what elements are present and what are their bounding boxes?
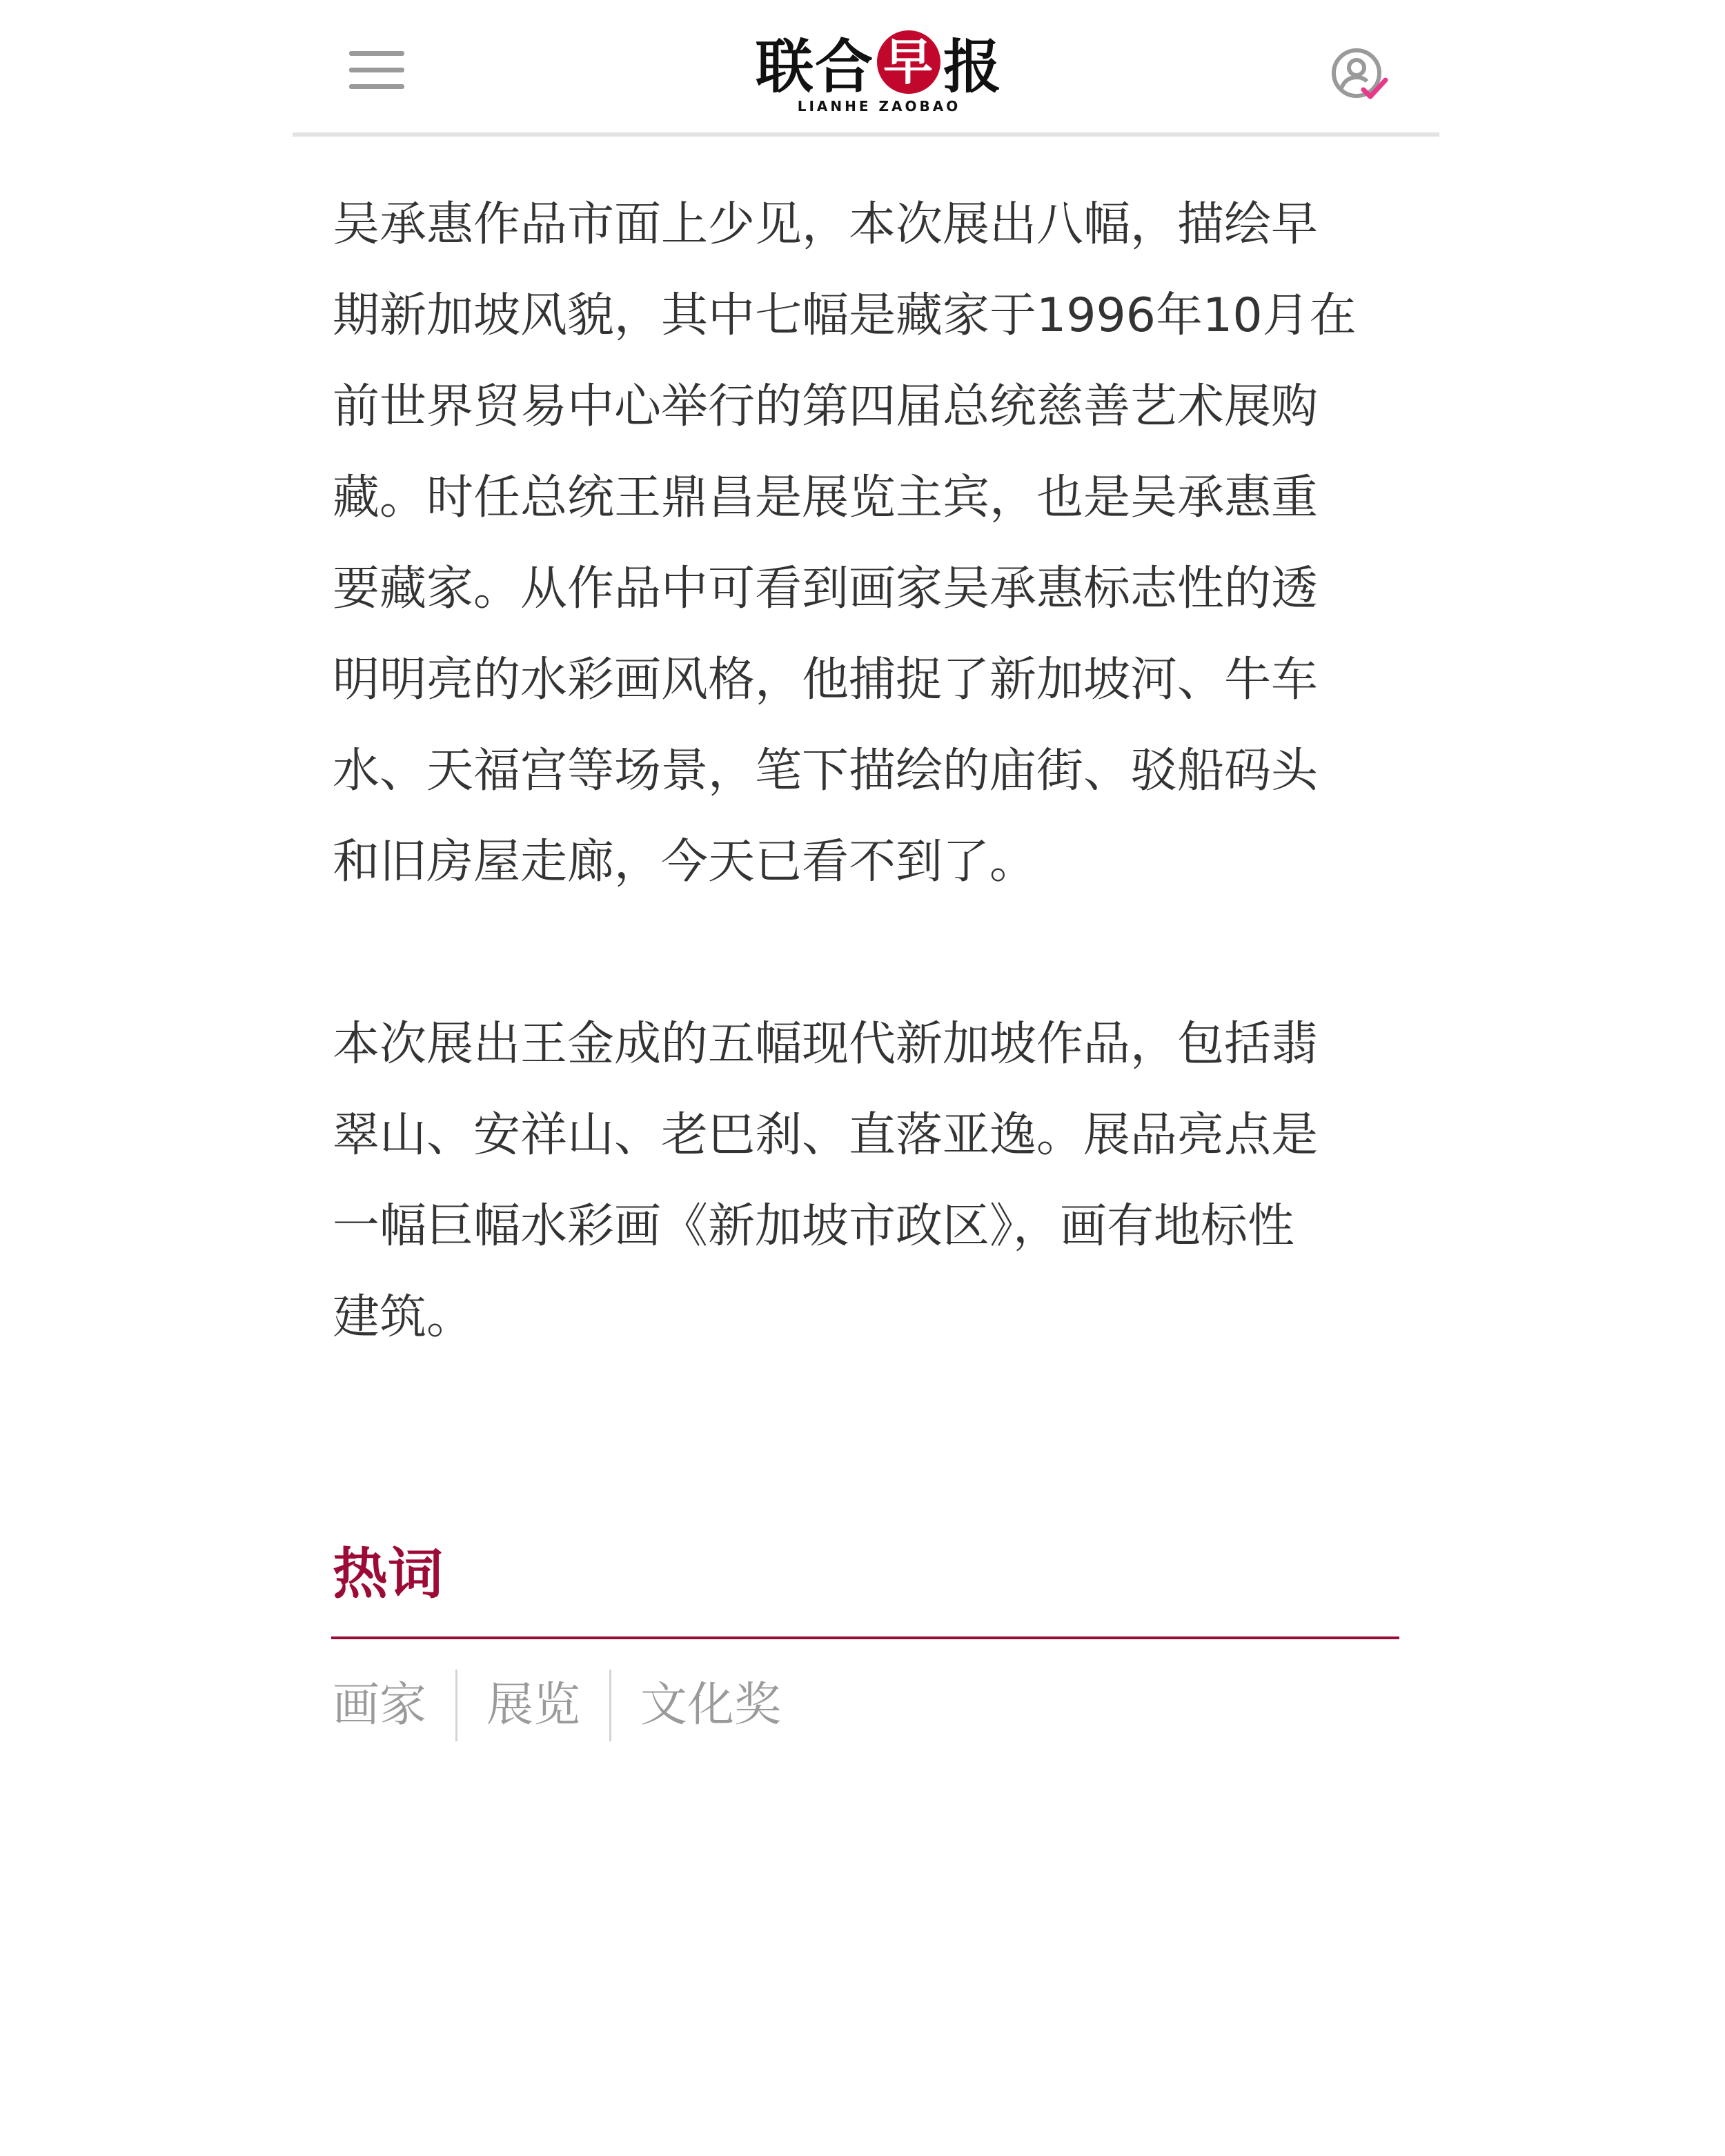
article-paragraph-2 <box>333 999 1409 1363</box>
line: 一幅巨幅水彩画《新加坡市政区》，画有地标性 <box>333 1199 1295 1254</box>
line: 和旧房屋走廊，今天已看不到了。 <box>333 835 1037 889</box>
logo-char-2: 合 <box>814 32 874 101</box>
site-logo[interactable] <box>734 28 1024 124</box>
article-paragraph-1 <box>333 179 1409 908</box>
line: 要藏家。从作品中可看到画家吴承惠标志性的透 <box>333 562 1319 616</box>
user-check-icon[interactable] <box>1329 46 1388 105</box>
line: 水、天福宫等场景，笔下描绘的庙街、驳船码头 <box>333 744 1319 798</box>
hot-words-heading: 热词 <box>333 1542 443 1606</box>
logo-char-1: 联 <box>755 32 815 101</box>
line: 期新加坡风貌，其中七幅是藏家于1996年10月在 <box>333 288 1357 343</box>
line: 前世界贸易中心举行的第四届总统慈善艺术展购 <box>333 379 1319 434</box>
line: 建筑。 <box>333 1290 474 1345</box>
hot-words-tags <box>333 1670 810 1741</box>
hamburger-menu-icon[interactable] <box>349 46 407 94</box>
top-header <box>293 0 1439 135</box>
logo-wordmark <box>734 28 1024 101</box>
hot-words-divider <box>331 1636 1399 1639</box>
article-body <box>333 179 1409 1363</box>
header-divider <box>293 132 1439 137</box>
line: 藏。时任总统王鼎昌是展览主宾，也是吴承惠重 <box>333 471 1319 525</box>
line: 明明亮的水彩画风格，他捕捉了新加坡河、牛车 <box>333 653 1319 707</box>
logo-char-4: 报 <box>943 32 1003 101</box>
line: 本次展出王金成的五幅现代新加坡作品，包括翡 <box>333 1017 1319 1071</box>
line: 翠山、安祥山、老巴刹、直落亚逸。展品亮点是 <box>333 1108 1319 1163</box>
tag-exhibition[interactable]: 展览 <box>455 1670 609 1741</box>
tag-culture-award[interactable]: 文化奖 <box>609 1670 810 1741</box>
line: 吴承惠作品市面上少见，本次展出八幅，描绘早 <box>333 197 1319 252</box>
logo-char-3-badge: 早 <box>877 30 940 94</box>
logo-subtitle: LIANHE ZAOBAO <box>797 98 961 115</box>
tag-painter[interactable]: 画家 <box>333 1678 427 1732</box>
